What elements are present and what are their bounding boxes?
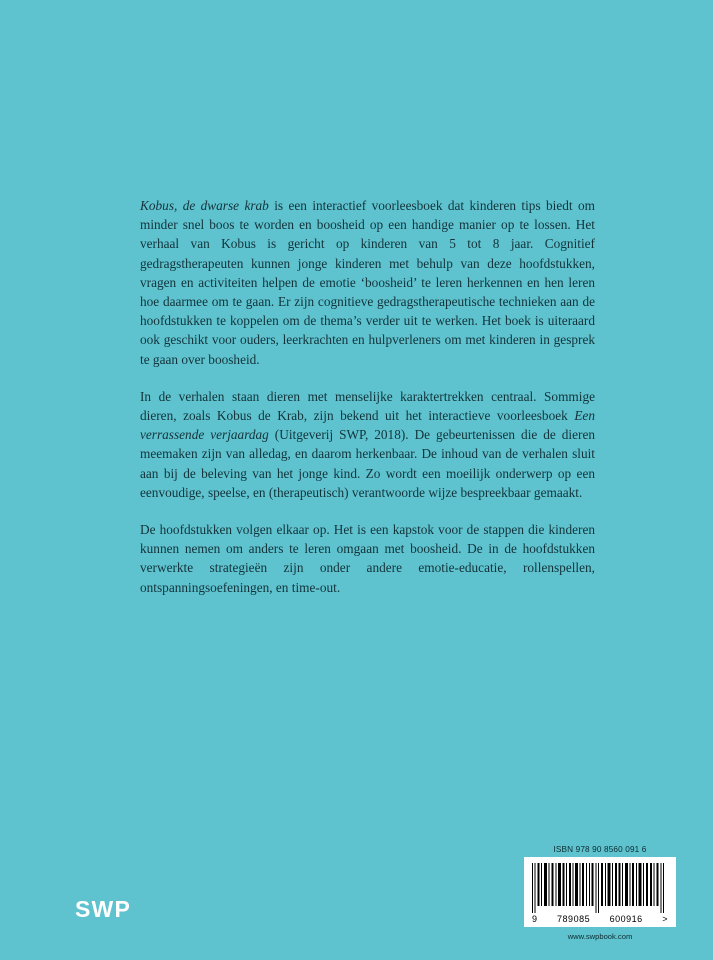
- barcode-bars-icon: [531, 863, 669, 913]
- publisher-website: www.swpbook.com: [567, 932, 633, 941]
- barcode-box: [524, 857, 676, 927]
- publisher-logo: SWP: [75, 896, 131, 922]
- barcode-digits: [531, 914, 669, 924]
- blurb-text-block: [140, 196, 595, 597]
- blurb-paragraph-3: De hoofdstukken volgen elkaar op. Het is een kapstok voor de stappen die kinderen kunnen nemen om anders te leren omgaan met boosheid. De in de hoofdstukken verwerkte strategieën zijn onder andere emotie-educatie, rollenspellen, ontspanningsoefeningen, en time-out.: [140, 522, 595, 595]
- blurb-paragraph-2-part-1: In de verhalen staan dieren met menselijke karaktertrekken centraal. Sommige dieren, zoals Kobus de Krab, zijn bekend uit het interactieve voorleesboek: [140, 388, 595, 424]
- barcode-digit-group-2: 600916: [609, 914, 643, 924]
- referenced-book-title-italic: Een verrassende verjaardag: [140, 408, 595, 443]
- blurb-paragraph-2-part-2: (Uitgeverij SWP, 2018). De gebeurtenissen die de dieren meemaken zijn van alledag, en daarom herkenbaar. De inhoud van de verhalen sluit aan bij de beleving van het jonge kind. Zo wordt een moeilijk onderwerp op een eenvoudige, speelse, en (therapeutisch) verantwoorde wijze bespreekbaar gemaakt.: [140, 427, 595, 500]
- blurb-paragraph-2: [140, 387, 595, 502]
- isbn-label: ISBN 978 90 8560 091 6: [553, 845, 647, 854]
- barcode-digit-group-1: 789085: [557, 914, 591, 924]
- blurb-paragraph-1-rest: is een interactief voorleesboek dat kinderen tips biedt om minder snel boos te worden en boosheid op een handige manier op te lossen. Het verhaal van Kobus is gericht op kinderen van 5 tot 8 jaar. Cognitief gedragstherapeuten kunnen jonge kinderen met behulp van deze hoofdstukken, vragen en activiteiten helpen de emotie ‘boosheid’ te leren herkennen en hen leren hoe daarmee om te gaan. Er zijn cognitieve gedragstherapeutische technieken aan de hoofdstukken te koppelen om de thema’s verder uit te werken. Het boek is uiteraard ook geschikt voor ouders, leerkrachten en hulpverleners om met kinderen in gesprek te gaan over boosheid.: [140, 198, 595, 367]
- barcode-digit-right: >: [662, 914, 668, 924]
- blurb-paragraph-1: [140, 196, 595, 369]
- book-title-italic: Kobus, de dwarse krab: [140, 198, 269, 213]
- isbn-barcode-block: [524, 845, 676, 941]
- barcode-digit-left: 9: [532, 914, 538, 924]
